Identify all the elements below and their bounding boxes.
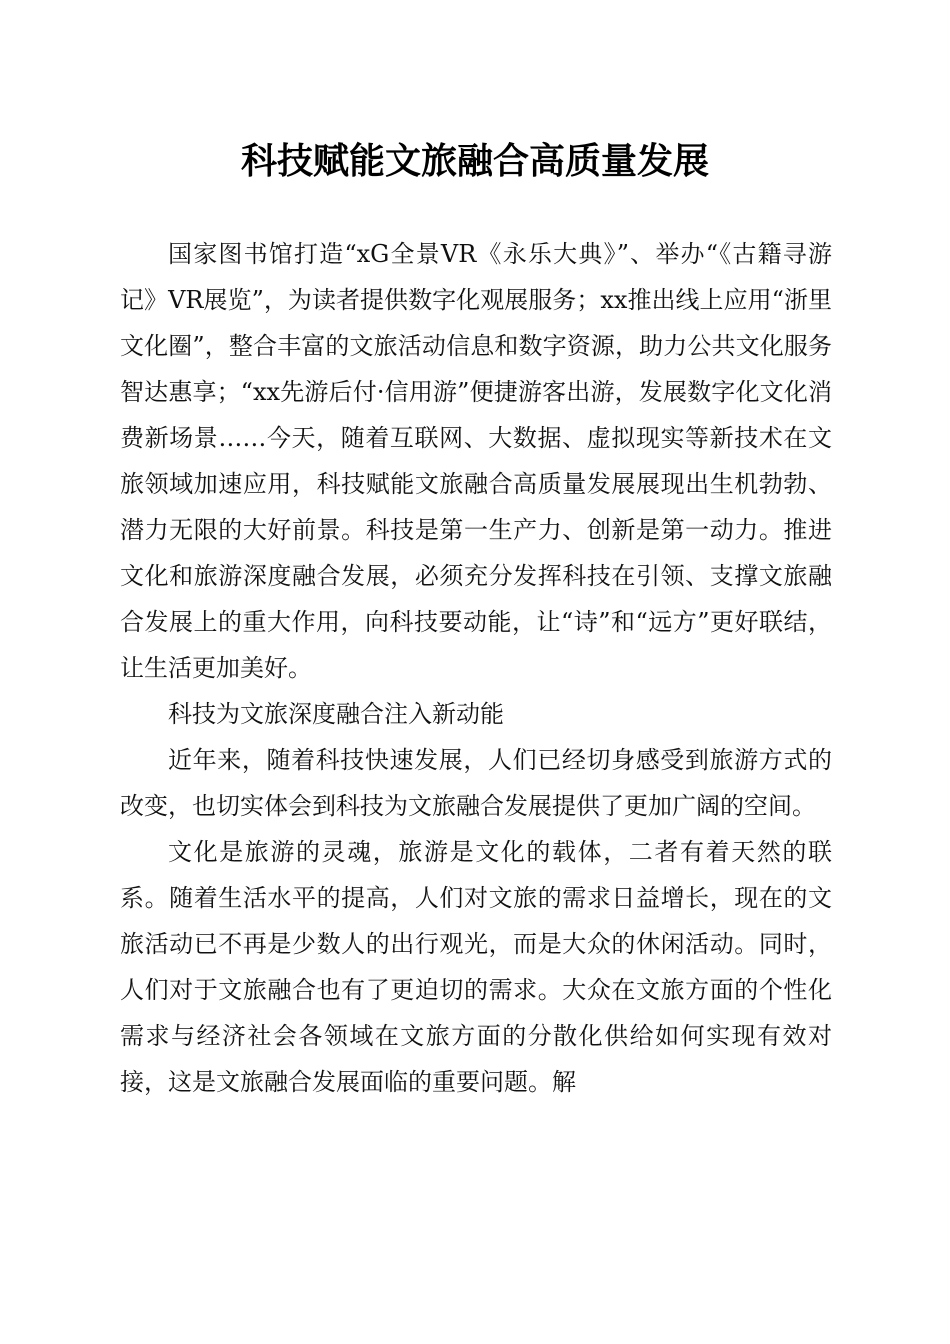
document-body xyxy=(120,231,832,1105)
paragraph-intro: 国家图书馆打造“xG全景VR《永乐大典》”、举办“《古籍寻游记》VR展览”，为读者提供数字化观展服务；xx推出线上应用“浙里文化圈”，整合丰富的文旅活动信息和数字资源，助力公共文化服务智达惠享；“xx先游后付·信用游”便捷游客出游，发展数字化文化消费新场景……今天，随着互联网、大数据、虚拟现实等新技术在文旅领域加速应用，科技赋能文旅融合高质量发展展现出生机勃勃、潜力无限的大好前景。科技是第一生产力、创新是第一动力。推进文化和旅游深度融合发展，必须充分发挥科技在引领、支撑文旅融合发展上的重大作用，向科技要动能，让“诗”和“远方”更好联结，让生活更加美好。 xyxy=(120,240,832,682)
section-heading: 科技为文旅深度融合注入新动能 xyxy=(168,700,504,728)
paragraph-recent-years: 近年来，随着科技快速发展，人们已经切身感受到旅游方式的改变，也切实体会到科技为文旅融合发展提供了更加广阔的空间。 xyxy=(120,746,832,820)
document-title: 科技赋能文旅融合高质量发展 xyxy=(240,140,709,182)
paragraph-culture-tourism: 文化是旅游的灵魂，旅游是文化的载体，二者有着天然的联系。随着生活水平的提高，人们对文旅的需求日益增长，现在的文旅活动已不再是少数人的出行观光，而是大众的休闲活动。同时，人们对于文旅融合也有了更迫切的需求。大众在文旅方面的个性化需求与经济社会各领域在文旅方面的分散化供给如何实现有效对接，这是文旅融合发展面临的重要问题。解 xyxy=(120,838,832,1096)
